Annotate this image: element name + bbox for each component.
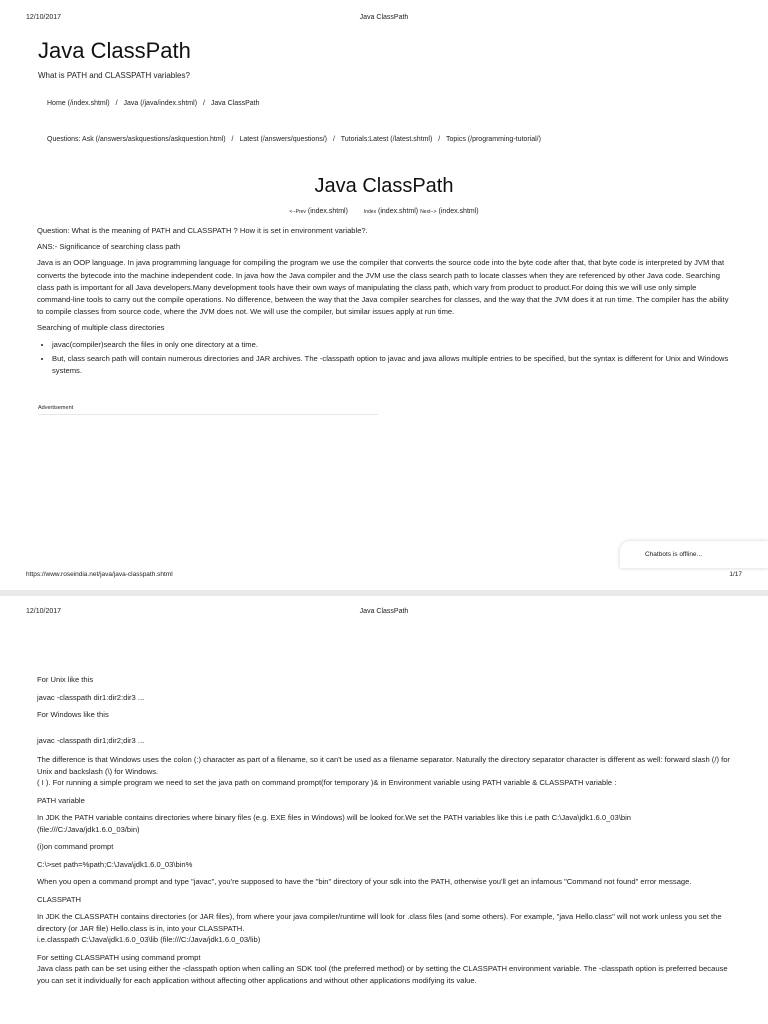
setting-classpath-paragraph: For setting CLASSPATH using command prompt Java class path can be set using either the -classpath option when calling an SDK tool (the preferred method) or by setting the CLASSPATH environment variable. The -classpath option is preferred because you can set it individually for each application without affecting other applications and without other applications modifying its value. <box>37 952 728 985</box>
next-link[interactable]: (index.shtml) <box>438 208 479 215</box>
article-body <box>37 225 732 379</box>
unix-label: For Unix like this <box>37 675 94 684</box>
next-label[interactable]: Next--> <box>420 209 437 215</box>
chat-widget[interactable] <box>620 541 768 568</box>
answer-heading: ANS:- Significance of searching class path <box>37 242 181 252</box>
article-body-continued <box>37 674 732 992</box>
page-number: 1/17 <box>729 571 742 578</box>
section-heading: Searching of multiple class directories <box>37 323 165 333</box>
code-line: javac -classpath dir1;dir2;dir3 ... <box>37 735 145 745</box>
classpath-paragraph: In JDK the CLASSPATH contains directories (or JAR files), from where your java compiler/runtime will look for .class files (and some others). For example, "java Hello.class" will not work unless you set the directory (or JAR file) Hello.class is in, into your CLASSPATH. i.e.classpath C:\Java\jdk1.6.0_03\lib (file:///C:/Java/jdk1.6.0_03/lib) <box>37 912 722 944</box>
list-item: • But, class search path will contain numerous directories and JAR archives. The -classpath option to javac and java allows multiple entries to be specified, but the syntax is different for Unix and Windows systems. <box>52 353 732 377</box>
classpath-heading: CLASSPATH <box>37 894 82 904</box>
nav-separator: / <box>332 136 335 143</box>
prev-next-nav <box>0 208 768 215</box>
javac-paragraph: When you open a command prompt and type "javac", you're supposed to have the "bin" directory of your sdk into the PATH, otherwise you'll get an infamous "Command not found" error message. <box>37 877 692 886</box>
code-line: C:\>set path=%path;C:\Java\jdk1.6.0_03\bin% <box>37 859 193 869</box>
nav-ask-question[interactable]: Questions: Ask (/answers/askquestions/askquestion.html) <box>47 136 226 143</box>
nav-topics[interactable]: Topics (/programming-tutorial/) <box>446 136 541 143</box>
chat-status[interactable]: Chatbots is offline... <box>645 551 702 558</box>
breadcrumb-home[interactable]: Home (/index.shtml) <box>47 100 110 107</box>
path-paragraph: In JDK the PATH variable contains directories where binary files (e.g. EXE files in Windows) will be looked for.We set the PATH variables like this i.e path C:\Java\jdk1.6.0_03\bin (file:///C:/Java/jdk1.6.0_03/bin) <box>37 813 631 834</box>
print-title: Java ClassPath <box>359 608 409 615</box>
nav-separator: / <box>231 136 234 143</box>
breadcrumb-java[interactable]: Java (/java/index.shtml) <box>123 100 198 107</box>
list-item: • javac(compiler)search the files in only one directory at a time. <box>52 339 732 351</box>
difference-paragraph: The difference is that Windows uses the colon (:) character as part of a filename, so it can't be used as a filename separator. Naturally the directory separator character is different as well: forward slash (/) for Unix and backslash (\) for Windows. ( I ). For running a simple program we need to set the java path on command prompt(for temporary )& in Environment variable using PATH variable & CLASSPATH variable : <box>37 755 730 787</box>
bullet-list <box>52 339 732 378</box>
code-line: javac -classpath dir1:dir2:dir3 ... <box>37 692 145 702</box>
questions-nav <box>47 136 541 143</box>
site-subtitle: What is PATH and CLASSPATH variables? <box>38 71 190 80</box>
breadcrumb-separator: / <box>202 100 205 107</box>
windows-label: For Windows like this <box>37 710 109 719</box>
nav-separator: / <box>438 136 441 143</box>
question-text: Question: What is the meaning of PATH and CLASSPATH ? How it is set in environment variable?. <box>37 226 368 235</box>
print-date: 12/10/2017 <box>26 14 62 21</box>
breadcrumb-separator: / <box>115 100 118 107</box>
path-heading: PATH variable <box>37 795 85 805</box>
index-label[interactable]: Index <box>363 209 377 215</box>
prev-label[interactable]: <--Prev <box>289 209 306 215</box>
site-title: Java ClassPath <box>38 38 191 63</box>
footer-url: https://www.roseindia.net/java/java-classpath.shtml <box>26 571 173 578</box>
prev-link[interactable]: (index.shtml) <box>307 208 348 215</box>
command-prompt-heading: (i)on command prompt <box>37 842 114 851</box>
article-title: Java ClassPath <box>314 175 454 197</box>
advertisement-label: Advertisement <box>38 405 74 411</box>
divider <box>38 414 378 415</box>
nav-latest-questions[interactable]: Latest (/answers/questions/) <box>239 136 327 143</box>
pdf-page-2 <box>0 596 768 1024</box>
nav-latest-tutorials[interactable]: Tutorials:Latest (/latest.shtml) <box>340 136 433 143</box>
breadcrumb <box>47 100 260 107</box>
index-link[interactable]: (index.shtml) <box>378 208 419 215</box>
print-title: Java ClassPath <box>359 14 409 21</box>
breadcrumb-current: Java ClassPath <box>210 100 260 107</box>
print-date: 12/10/2017 <box>26 608 62 615</box>
intro-paragraph: Java is an OOP language. In java programming language for compiling the program we use the compiler that converts the source code into the byte code after that, that byte code is interpreted by JVM that converts the bytecode into the machine independent code. In java how the Java compiler and the JVM use the class search path to locate classes when they are referenced by other Java code. Searching class path is important for all Java developers.Many development tools have their own ways of manipulating the class path, which vary from product to product.For doing this we will use only simple command-line tools to carry out the compile operations. No difference, between the way that the Java compiler searches for classes, and the way that the JVM does it at run time. The compiler has the ability to compile classes from source code, where the JVM does not. We will use the compiler, but similar issues apply at run time. <box>37 258 729 317</box>
